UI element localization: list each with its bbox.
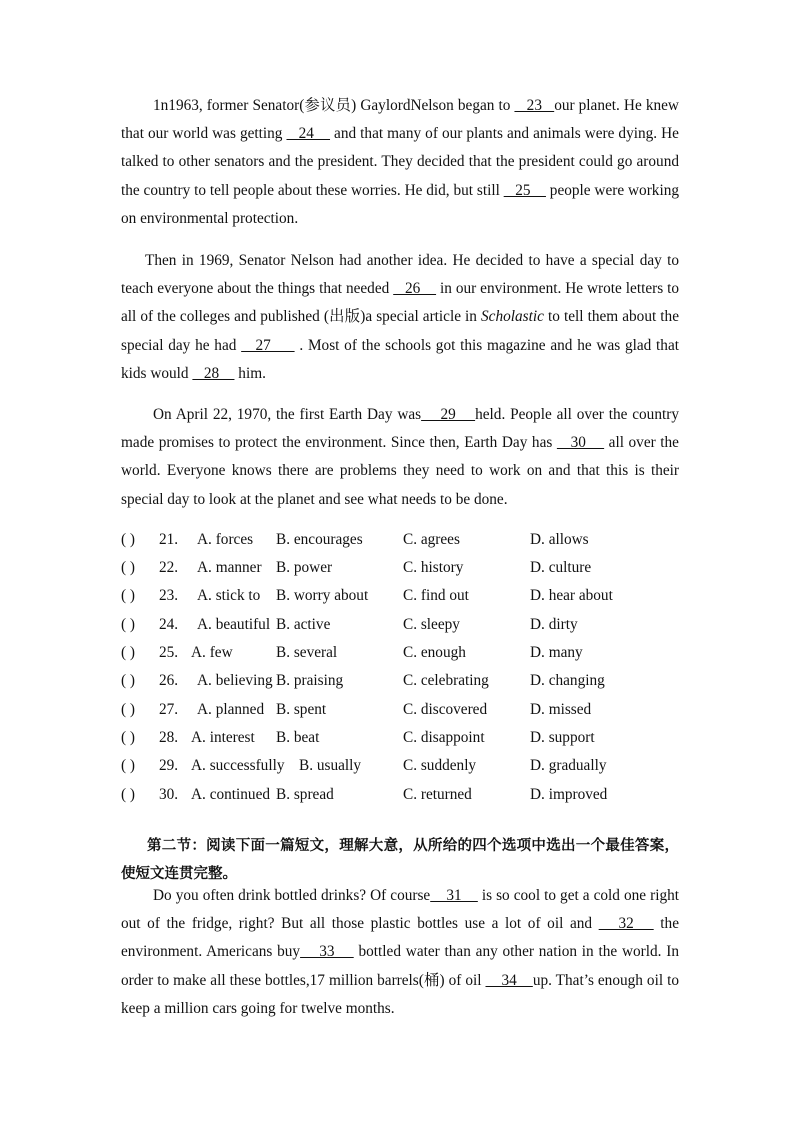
- text-run: all over the world. Everyone knows there are problems they need to work on and that this is their special day to look at the planet and see what needs to be done.: [121, 434, 679, 508]
- question-number: 26.: [159, 672, 179, 689]
- answer-bracket[interactable]: ( ): [121, 757, 136, 774]
- question-28: [121, 724, 701, 752]
- question-26: [121, 667, 701, 695]
- option-b[interactable]: B. worry about: [276, 587, 369, 604]
- question-22: [121, 554, 701, 582]
- blank-30[interactable]: 30: [556, 434, 605, 452]
- text-run: to tell them about the special day he had: [121, 308, 679, 354]
- option-d[interactable]: D. dirty: [530, 616, 578, 633]
- question-number: 29.: [159, 757, 179, 774]
- answer-bracket[interactable]: ( ): [121, 701, 136, 718]
- magazine-title: Scholastic: [481, 308, 544, 326]
- option-d[interactable]: D. hear about: [530, 587, 613, 604]
- answer-bracket[interactable]: ( ): [121, 587, 136, 604]
- option-b[interactable]: B. spent: [276, 701, 327, 718]
- option-a[interactable]: A. beautiful: [197, 616, 271, 633]
- text-run: in our environment. He wrote letters to all of the colleges and published (出版)a special article in: [121, 280, 679, 326]
- text-run: Then in 1969, Senator Nelson had another idea. He decided to have a special day to teach everyone about the things that needed: [121, 252, 679, 298]
- text-run: Do you often drink bottled drinks? Of course: [153, 887, 431, 904]
- blank-24[interactable]: 24: [286, 125, 331, 143]
- text-run: held. People all over the country made promises to protect the environment. Since then, Earth Day has: [121, 406, 679, 452]
- option-a[interactable]: A. few: [191, 644, 233, 661]
- option-c[interactable]: C. disappoint: [403, 729, 485, 746]
- option-b[interactable]: B. usually: [299, 757, 362, 774]
- option-b[interactable]: B. beat: [276, 729, 320, 746]
- option-d[interactable]: D. culture: [530, 559, 592, 576]
- passage1-paragraph2: [121, 247, 679, 388]
- answer-bracket[interactable]: ( ): [121, 644, 136, 661]
- blank-27[interactable]: 27: [241, 336, 295, 354]
- option-d[interactable]: D. gradually: [530, 757, 607, 774]
- passage2-paragraph: [121, 882, 679, 1023]
- section2-heading: 第二节：阅读下面一篇短文，理解大意，从所给的四个选项中选出一个最佳答案，使短文连贯完整。: [121, 838, 679, 882]
- blank-29[interactable]: 29: [421, 406, 476, 423]
- option-c[interactable]: C. suddenly: [403, 757, 477, 774]
- question-27: [121, 696, 701, 724]
- question-number: 25.: [159, 644, 179, 661]
- answer-bracket[interactable]: ( ): [121, 531, 136, 548]
- option-a[interactable]: A. forces: [197, 531, 254, 548]
- option-a[interactable]: A. planned: [197, 701, 265, 718]
- option-b[interactable]: B. praising: [276, 672, 344, 689]
- option-a[interactable]: A. manner: [197, 559, 262, 576]
- option-b[interactable]: B. active: [276, 616, 331, 633]
- question-number: 28.: [159, 729, 179, 746]
- blank-23[interactable]: 23: [514, 97, 555, 114]
- option-c[interactable]: C. discovered: [403, 701, 488, 718]
- text-run: On April 22, 1970, the first Earth Day was: [153, 406, 422, 423]
- text-run: 1n1963, former Senator(参议员) GaylordNelson began to: [153, 97, 515, 114]
- answer-bracket[interactable]: ( ): [121, 729, 136, 746]
- question-23: [121, 582, 701, 610]
- option-d[interactable]: D. improved: [530, 786, 608, 803]
- option-c[interactable]: C. returned: [403, 786, 472, 803]
- question-30: [121, 781, 701, 809]
- question-number: 30.: [159, 786, 179, 803]
- text-run: and that many of our plants and animals were dying. He talked to other senators and the president. They decided that the president could go around the country to tell people about these worries. He did, but still: [121, 125, 679, 199]
- question-25: [121, 639, 701, 667]
- answer-bracket[interactable]: ( ): [121, 616, 136, 633]
- passage1-paragraph3: [121, 401, 679, 514]
- option-a[interactable]: A. believing: [197, 672, 273, 689]
- question-number: 21.: [159, 531, 179, 548]
- blank-32[interactable]: 32: [598, 915, 654, 933]
- option-d[interactable]: D. changing: [530, 672, 605, 689]
- option-c[interactable]: C. enough: [403, 644, 466, 661]
- question-29: [121, 752, 701, 780]
- question-number: 23.: [159, 587, 179, 604]
- option-c[interactable]: C. celebrating: [403, 672, 489, 689]
- option-c[interactable]: C. agrees: [403, 531, 460, 548]
- option-c[interactable]: C. sleepy: [403, 616, 460, 633]
- option-c[interactable]: C. history: [403, 559, 464, 576]
- text-run: people were working on environmental protection.: [121, 181, 679, 227]
- question-21: [121, 526, 701, 554]
- answer-bracket[interactable]: ( ): [121, 786, 136, 803]
- option-c[interactable]: C. find out: [403, 587, 469, 604]
- option-d[interactable]: D. many: [530, 644, 583, 661]
- blank-25[interactable]: 25: [503, 181, 546, 199]
- text-run: is so cool to get a cold one right out of the fridge, right? But all those plastic bottles use a lot of oil and: [121, 887, 680, 933]
- passage1-paragraph1: [121, 92, 679, 233]
- answer-bracket[interactable]: ( ): [121, 672, 136, 689]
- option-d[interactable]: D. support: [530, 729, 595, 746]
- blank-33[interactable]: 33: [300, 943, 354, 961]
- option-b[interactable]: B. encourages: [276, 531, 363, 548]
- option-a[interactable]: A. successfully: [191, 757, 285, 774]
- text-run: bottled water than any other nation in the world. In order to make all these bottles,17 million barrels(桶) of oil: [121, 943, 679, 989]
- text-run: him.: [234, 364, 266, 382]
- text-run: our planet. He knew that our world was getting: [121, 97, 679, 143]
- question-number: 24.: [159, 616, 179, 633]
- option-b[interactable]: B. several: [276, 644, 338, 661]
- answer-bracket[interactable]: ( ): [121, 559, 136, 576]
- question-24: [121, 611, 701, 639]
- blank-34[interactable]: 34: [485, 971, 533, 989]
- option-d[interactable]: D. allows: [530, 531, 589, 548]
- blank-26[interactable]: 26: [393, 280, 437, 298]
- blank-28[interactable]: 28: [192, 364, 235, 382]
- question-number: 27.: [159, 701, 179, 718]
- option-b[interactable]: B. spread: [276, 786, 334, 803]
- option-d[interactable]: D. missed: [530, 701, 592, 718]
- question-number: 22.: [159, 559, 179, 576]
- text-run: . Most of the schools got this magazine and he was glad that kids would: [121, 336, 679, 382]
- text-run: up. That’s enough oil to keep a million cars going for twelve months.: [121, 971, 679, 1017]
- option-a[interactable]: A. continued: [191, 786, 271, 803]
- option-b[interactable]: B. power: [276, 559, 333, 576]
- option-a[interactable]: A. interest: [191, 729, 255, 746]
- text-run: the environment. Americans buy: [121, 915, 679, 961]
- blank-31[interactable]: 31: [430, 887, 478, 904]
- option-a[interactable]: A. stick to: [197, 587, 261, 604]
